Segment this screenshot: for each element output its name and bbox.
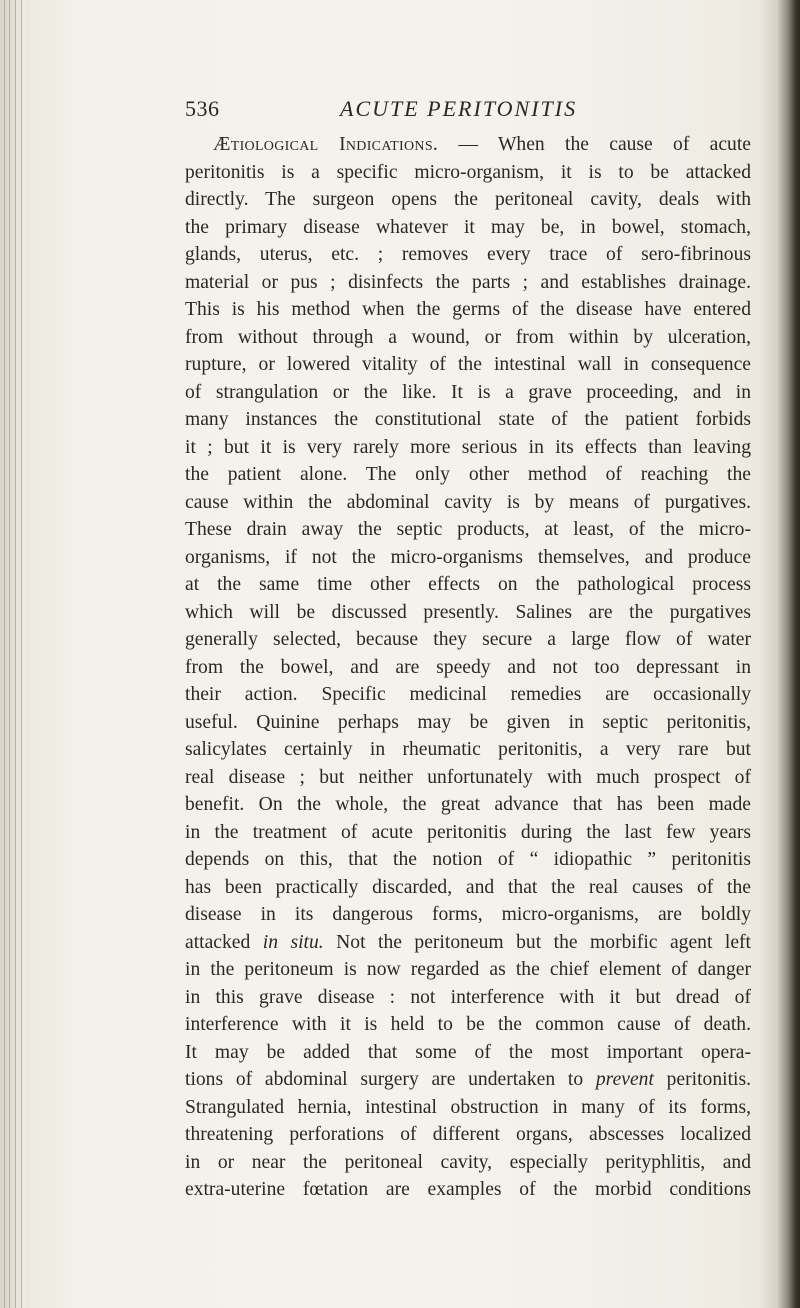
italic-phrase: in situ. xyxy=(262,931,324,953)
text-line: material or pus ; disinfects the parts ; and establishes drainage. xyxy=(185,271,751,293)
page-shadow xyxy=(760,0,778,1308)
text-line: These drain away the septic products, at least, of the micro- xyxy=(185,519,751,540)
page-number: 536 xyxy=(185,96,220,121)
text-line: It may be added that some of the most important opera- xyxy=(185,1041,751,1063)
binding-line xyxy=(4,0,5,1308)
text-line: generally selected, because they secure a large flow of water xyxy=(185,629,751,650)
text-segment: attacked xyxy=(185,931,263,953)
heading-dash: — xyxy=(438,134,498,155)
text-segment: Not the peritoneum but the morbific agent left xyxy=(323,931,751,953)
text-line: extra-uterine fœtation are examples of the morbid conditions xyxy=(185,1179,751,1200)
text-line: of strangulation or the like. It is a grave proceeding, and in xyxy=(185,381,751,403)
binding-line xyxy=(9,0,10,1308)
text-line: from the bowel, and are speedy and not too depressant in xyxy=(185,656,751,678)
text-line xyxy=(185,1066,751,1094)
page-binding-edge xyxy=(0,0,26,1308)
body-paragraph xyxy=(185,131,751,1204)
text-line: in or near the peritoneal cavity, especially perityphlitis, and xyxy=(185,1151,751,1173)
text-line: disease in its dangerous forms, micro-organisms, are boldly xyxy=(185,904,751,925)
italic-word: prevent xyxy=(595,1069,654,1090)
section-heading: Ætiological Indications. xyxy=(213,134,439,155)
text-line-content: When the cause of acute xyxy=(497,134,751,155)
text-line: at the same time other effects on the pathological process xyxy=(185,574,751,595)
text-line xyxy=(185,131,751,159)
text-line: in the treatment of acute peritonitis during the last few years xyxy=(185,821,751,843)
text-line: in the peritoneum is now regarded as the chief element of danger xyxy=(185,959,751,980)
text-line: it ; but it is very rarely more serious in its effects than leaving xyxy=(185,436,751,458)
text-line: depends on this, that the notion of “ idiopathic ” peritonitis xyxy=(185,849,751,870)
binding-line xyxy=(15,0,16,1308)
text-line: organisms, if not the micro-organisms themselves, and produce xyxy=(185,546,751,568)
text-line xyxy=(185,929,751,957)
text-line: glands, uterus, etc. ; removes every trace of sero-fibrinous xyxy=(185,244,751,265)
text-line: from without through a wound, or from within by ulceration, xyxy=(185,326,751,348)
text-line: Strangulated hernia, intestinal obstruction in many of its forms, xyxy=(185,1096,751,1118)
text-line: rupture, or lowered vitality of the intestinal wall in consequence xyxy=(185,354,751,375)
binding-line xyxy=(21,0,22,1308)
text-line: salicylates certainly in rheumatic peritonitis, a very rare but xyxy=(185,739,751,760)
text-line: peritonitis is a specific micro-organism, it is to be attacked xyxy=(185,161,751,183)
text-line: their action. Specific medicinal remedies are occasionally xyxy=(185,684,751,705)
text-line: interference with it is held to be the common cause of death. xyxy=(185,1014,751,1035)
text-segment: tions of abdominal surgery are undertaken to xyxy=(185,1069,596,1090)
text-line: threatening perforations of different organs, abscesses localized xyxy=(185,1124,751,1145)
text-line: which will be discussed presently. Salines are the purgatives xyxy=(185,601,751,623)
page-header xyxy=(185,96,745,126)
text-line: the patient alone. The only other method of reaching the xyxy=(185,464,751,485)
text-line: many instances the constitutional state of the patient forbids xyxy=(185,409,751,430)
text-line: benefit. On the whole, the great advance that has been made xyxy=(185,794,751,815)
text-line: real disease ; but neither unfortunately with much prospect of xyxy=(185,766,751,788)
text-line: directly. The surgeon opens the peritoneal cavity, deals with xyxy=(185,189,751,210)
running-head: ACUTE PERITONITIS xyxy=(340,96,578,121)
text-line: This is his method when the germs of the disease have entered xyxy=(185,299,751,320)
text-line: in this grave disease : not interference with it but dread of xyxy=(185,986,751,1008)
text-line: useful. Quinine perhaps may be given in septic peritonitis, xyxy=(185,711,751,733)
text-line: the primary disease whatever it may be, in bowel, stomach, xyxy=(185,216,751,238)
text-segment: peritonitis. xyxy=(653,1069,751,1090)
text-line: cause within the abdominal cavity is by means of purgatives. xyxy=(185,491,751,513)
text-line: has been practically discarded, and that the real causes of the xyxy=(185,876,751,898)
page-outer-edge xyxy=(778,0,800,1308)
